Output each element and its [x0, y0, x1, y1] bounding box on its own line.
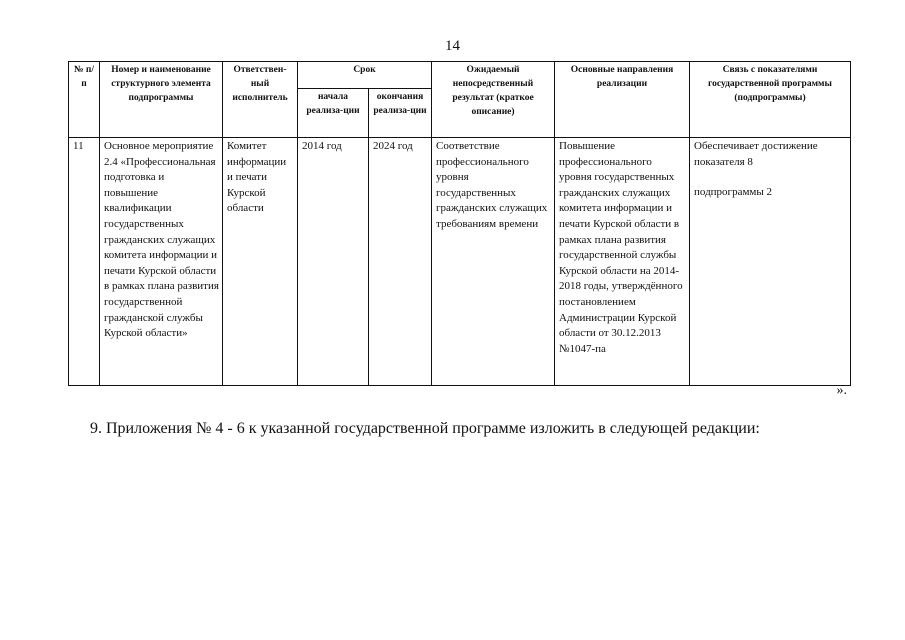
header-term: Срок — [298, 62, 432, 89]
header-num: № п/п — [69, 62, 100, 138]
cell-result: Соответствие профессионального уровня государственных гражданских служащих требованиям времени — [432, 138, 555, 386]
closing-quote: ». — [836, 383, 847, 398]
cell-term-end: 2024 год — [369, 138, 432, 386]
header-directions: Основные направления реализации — [555, 62, 690, 138]
cell-link — [690, 138, 851, 386]
header-result: Ожидаемый непосредственный результат (краткое описание) — [432, 62, 555, 138]
cell-num: 11 — [69, 138, 100, 386]
cell-executor: Комитет информации и печати Курской области — [223, 138, 298, 386]
table-row — [69, 138, 851, 386]
cell-link-line1: Обеспечивает достижение показателя 8 — [694, 140, 818, 168]
header-link: Связь с показателями государственной программы (подпрограммы) — [690, 62, 851, 138]
instruction-paragraph: 9. Приложения № 4 - 6 к указанной государственной программе изложить в следующей редакции: — [90, 420, 760, 437]
header-executor: Ответствен-ный исполнитель — [223, 62, 298, 138]
cell-directions: Повышение профессионального уровня государственных гражданских служащих комитета информации и печати Курской области в рамках плана развития государственной службы Курской области на 2014-2018 годы, утверждённого постановлением Администрации Курской области от 30.12.2013 №1047-па — [555, 138, 690, 386]
header-term-start: начала реализа-ции — [298, 89, 369, 138]
program-table — [68, 61, 851, 386]
cell-term-start: 2014 год — [298, 138, 369, 386]
header-name: Номер и наименование структурного элемента подпрограммы — [100, 62, 223, 138]
cell-name: Основное мероприятие 2.4 «Профессиональная подготовка и повышение квалификации государственных гражданских служащих комитета информации и печати Курской области в рамках плана развития государственной гражданской службы Курской области» — [100, 138, 223, 386]
cell-link-line2: подпрограммы 2 — [694, 186, 773, 199]
header-term-end: окончания реализа-ции — [369, 89, 432, 138]
page-number: 14 — [445, 38, 460, 54]
